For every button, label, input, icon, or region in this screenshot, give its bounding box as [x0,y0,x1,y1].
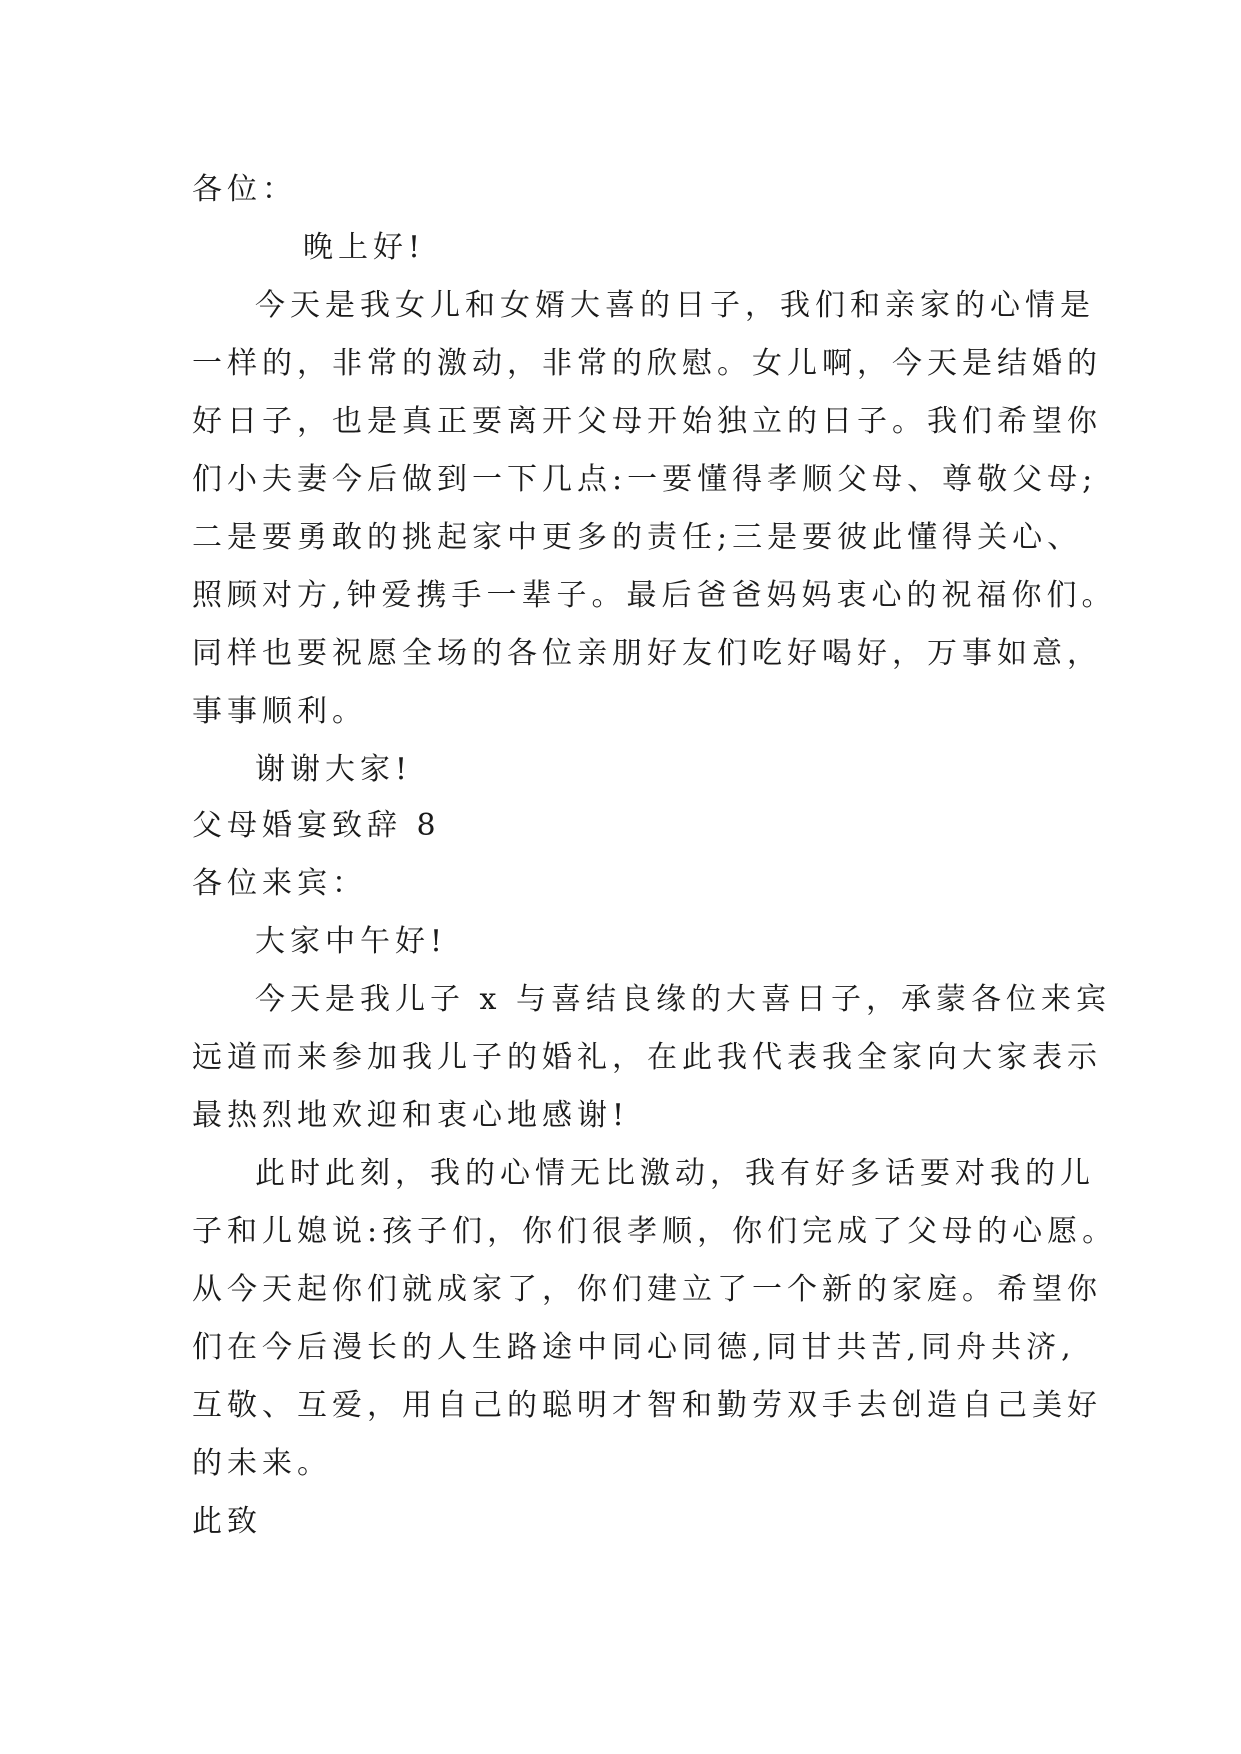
paragraph-line: 一样的，非常的激动，非常的欣慰。女儿啊，今天是结婚的 [192,346,1102,381]
paragraph-line: 互敬、互爱，用自己的聪明才智和勤劳双手去创造自己美好 [192,1388,1102,1423]
greeting-line: 大家中午好! [255,924,448,959]
paragraph-line: 照顾对方,钟爱携手一辈子。最后爸爸妈妈衷心的祝福你们。 [192,578,1117,613]
paragraph-line: 二是要勇敢的挑起家中更多的责任;三是要彼此懂得关心、 [192,520,1083,555]
paragraph-line: 此时此刻，我的心情无比激动，我有好多话要对我的儿 [255,1156,1095,1191]
paragraph-line: 们在今后漫长的人生路途中同心同德,同甘共苦,同舟共济, [192,1330,1076,1365]
paragraph-line: 远道而来参加我儿子的婚礼，在此我代表我全家向大家表示 [192,1040,1102,1075]
paragraph-line: 好日子，也是真正要离开父母开始独立的日子。我们希望你 [192,404,1102,439]
greeting-line: 晚上好! [303,230,426,265]
paragraph-line: 们小夫妻今后做到一下几点:一要懂得孝顺父母、尊敬父母; [192,462,1098,497]
paragraph-line: 同样也要祝愿全场的各位亲朋好友们吃好喝好，万事如意， [192,636,1102,671]
greeting: 各位来宾： [192,866,367,901]
paragraph-line: 的未来。 [192,1446,332,1481]
closing-line: 谢谢大家! [255,752,413,787]
section-title: 父母婚宴致辞 8 [192,808,441,843]
greeting: 各位： [192,172,297,207]
closing-salutation: 此致 [192,1504,262,1539]
paragraph-line: 子和儿媳说:孩子们，你们很孝顺，你们完成了父母的心愿。 [192,1214,1118,1249]
paragraph-line: 今天是我儿子 x 与喜结良缘的大喜日子，承蒙各位来宾 [255,982,1111,1017]
paragraph-line: 今天是我女儿和女婿大喜的日子，我们和亲家的心情是 [255,288,1095,323]
paragraph-line: 最热烈地欢迎和衷心地感谢! [192,1098,630,1133]
paragraph-line: 从今天起你们就成家了，你们建立了一个新的家庭。希望你 [192,1272,1102,1307]
paragraph-line: 事事顺利。 [192,694,367,729]
